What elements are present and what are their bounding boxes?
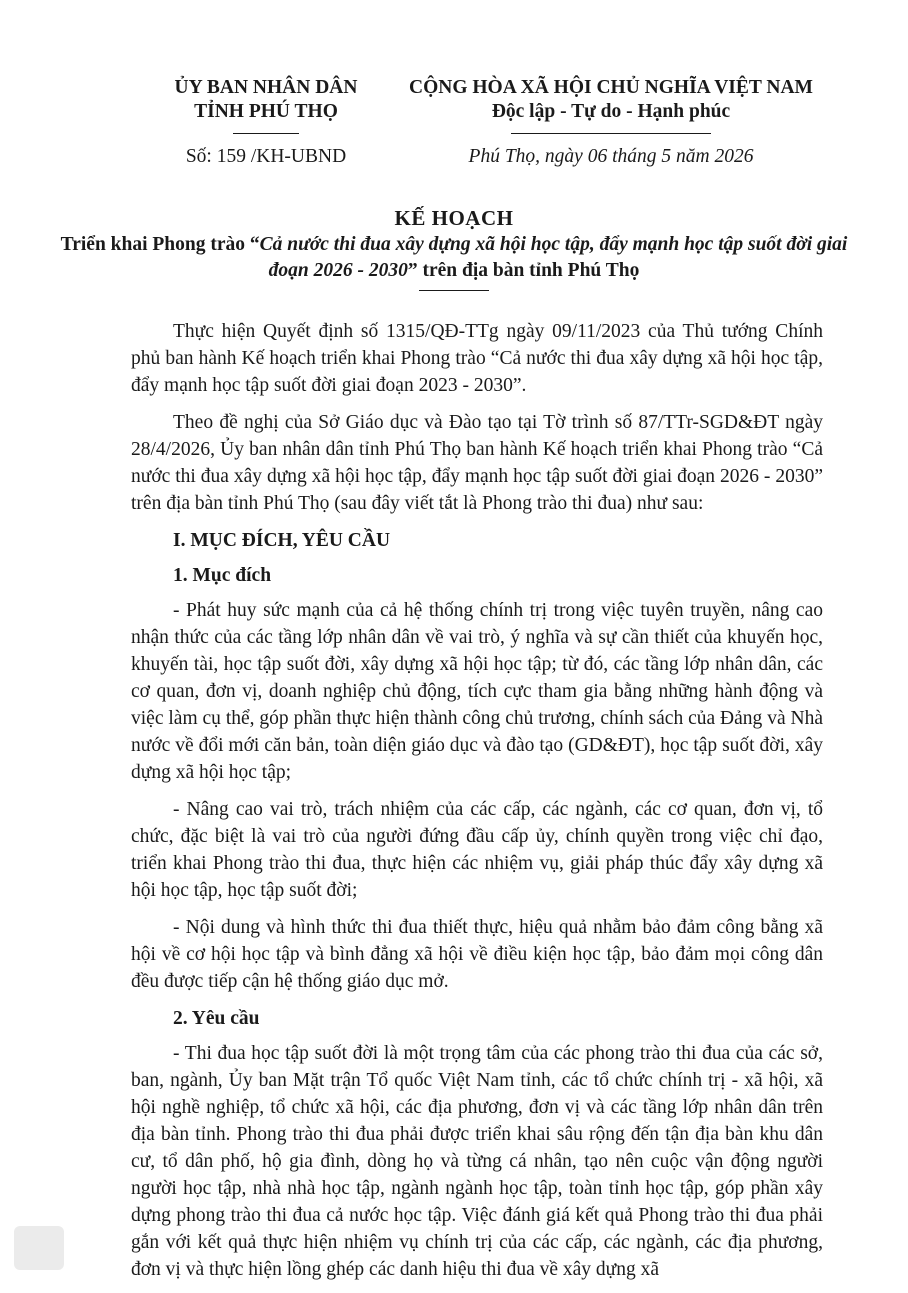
subtitle-quote: Cả nước thi đua xây dựng xã hội học tập, đẩy mạnh học tập suốt đời giai đoạn 2026 - 2030 <box>259 234 848 281</box>
document-title: KẾ HOẠCH <box>394 206 514 230</box>
document-title-block <box>0 204 908 291</box>
document-number: Số: 159 /KH-UBND <box>185 146 347 167</box>
paragraph-proposal: Theo đề nghị của Sở Giáo dục và Đào tạo tại Tờ trình số 87/TTr-SGD&ĐT ngày 28/4/2026, Ủy ban nhân dân tỉnh Phú Thọ ban hành Kế hoạch triển khai Phong trào “Cả nước thi đua xây dựng xã hội học tập, đẩy mạnh học tập suốt đời giai đoạn 2026 - 2030” trên địa bàn tỉnh Phú Thọ (sau đây viết tắt là Phong trào thi đua) như sau: <box>131 412 823 514</box>
paragraph-basis: Thực hiện Quyết định số 1315/QĐ-TTg ngày 09/11/2023 của Thủ tướng Chính phủ ban hành Kế hoạch triển khai Phong trào “Cả nước thi đua xây dựng xã hội học tập, đẩy mạnh học tập suốt đời giai đoạn 2023 - 2030”. <box>131 321 823 396</box>
motto-line-2: Độc lập - Tự do - Hạnh phúc <box>491 101 731 122</box>
section-heading: I. MỤC ĐÍCH, YÊU CẦU <box>173 530 391 551</box>
list-item: - Phát huy sức mạnh của cả hệ thống chính trị trong việc tuyên truyền, nâng cao nhận thức của các tầng lớp nhân dân về vai trò, ý nghĩa và sự cần thiết của khuyến học, khuyến tài, học tập suốt đời, xây dựng xã hội học tập; từ đó, các tầng lớp nhân dân, các cơ quan, đơn vị, doanh nghiệp chủ động, tích cực tham gia bằng những hành động và việc làm cụ thể, góp phần thực hiện thành công chủ trương, chính sách của Đảng và Nhà nước về đổi mới căn bản, toàn diện giáo dục và đào tạo (GD&ĐT), học tập suốt đời, xây dựng xã hội học tập; <box>131 600 823 783</box>
issuing-authority <box>148 76 384 134</box>
document-date: Phú Thọ, ngày 06 tháng 5 năm 2026 <box>468 146 754 167</box>
document-header <box>0 76 908 186</box>
document-subtitle <box>0 232 908 284</box>
subsection-heading-purpose: 1. Mục đích <box>173 565 272 586</box>
title-divider <box>419 290 489 291</box>
motto-line-1: CỘNG HÒA XÃ HỘI CHỦ NGHĨA VIỆT NAM <box>409 77 813 98</box>
authority-divider <box>233 133 299 134</box>
national-motto <box>388 76 834 134</box>
list-item: - Thi đua học tập suốt đời là một trọng tâm của các phong trào thi đua của các sở, ban, ngành, Ủy ban Mặt trận Tổ quốc Việt Nam tỉnh, các tổ chức chính trị - xã hội, xã hội nghề nghiệp, tổ chức xã hội, các địa phương, đơn vị và các tầng lớp nhân dân trên địa bàn tỉnh. Phong trào thi đua phải được triển khai sâu rộng đến tận địa bàn khu dân cư, tổ dân phố, hộ gia đình, dòng họ và từng cá nhân, tạo nên cuộc vận động người người học tập, nhà nhà học tập, ngành ngành học tập, toàn tỉnh học tập, góp phần xây dựng phong trào thi đua cả nước học tập. Việc đánh giá kết quả Phong trào thi đua phải gắn với kết quả thực hiện nhiệm vụ chính trị của các cấp, các ngành, các địa phương, đơn vị và thực hiện lồng ghép các danh hiệu thi đua về xây dựng xã <box>131 1043 823 1280</box>
subtitle-suffix: ” trên địa bàn tỉnh Phú Thọ <box>407 260 640 281</box>
authority-line-1: ỦY BAN NHÂN DÂN <box>174 77 358 98</box>
page-thumbnail-button[interactable] <box>14 1226 64 1270</box>
document-body <box>131 318 823 1293</box>
authority-line-2: TỈNH PHÚ THỌ <box>194 101 338 122</box>
list-item: - Nội dung và hình thức thi đua thiết thực, hiệu quả nhằm bảo đảm công bằng xã hội về cơ hội học tập và bình đẳng xã hội về điều kiện học tập, bảo đảm mọi công dân đều được tiếp cận hệ thống giáo dục mở. <box>131 917 823 992</box>
subsection-heading-requirements: 2. Yêu cầu <box>173 1008 260 1029</box>
list-item: - Nâng cao vai trò, trách nhiệm của các cấp, các ngành, các cơ quan, đơn vị, tổ chức, đặc biệt là vai trò của người đứng đầu cấp ủy, chính quyền trong việc chỉ đạo, triển khai Phong trào thi đua, thực hiện các nhiệm vụ, giải pháp thúc đẩy xây dựng xã hội học tập, học tập suốt đời; <box>131 799 823 901</box>
subtitle-prefix: Triển khai Phong trào “ <box>60 234 260 255</box>
motto-divider <box>511 133 711 134</box>
